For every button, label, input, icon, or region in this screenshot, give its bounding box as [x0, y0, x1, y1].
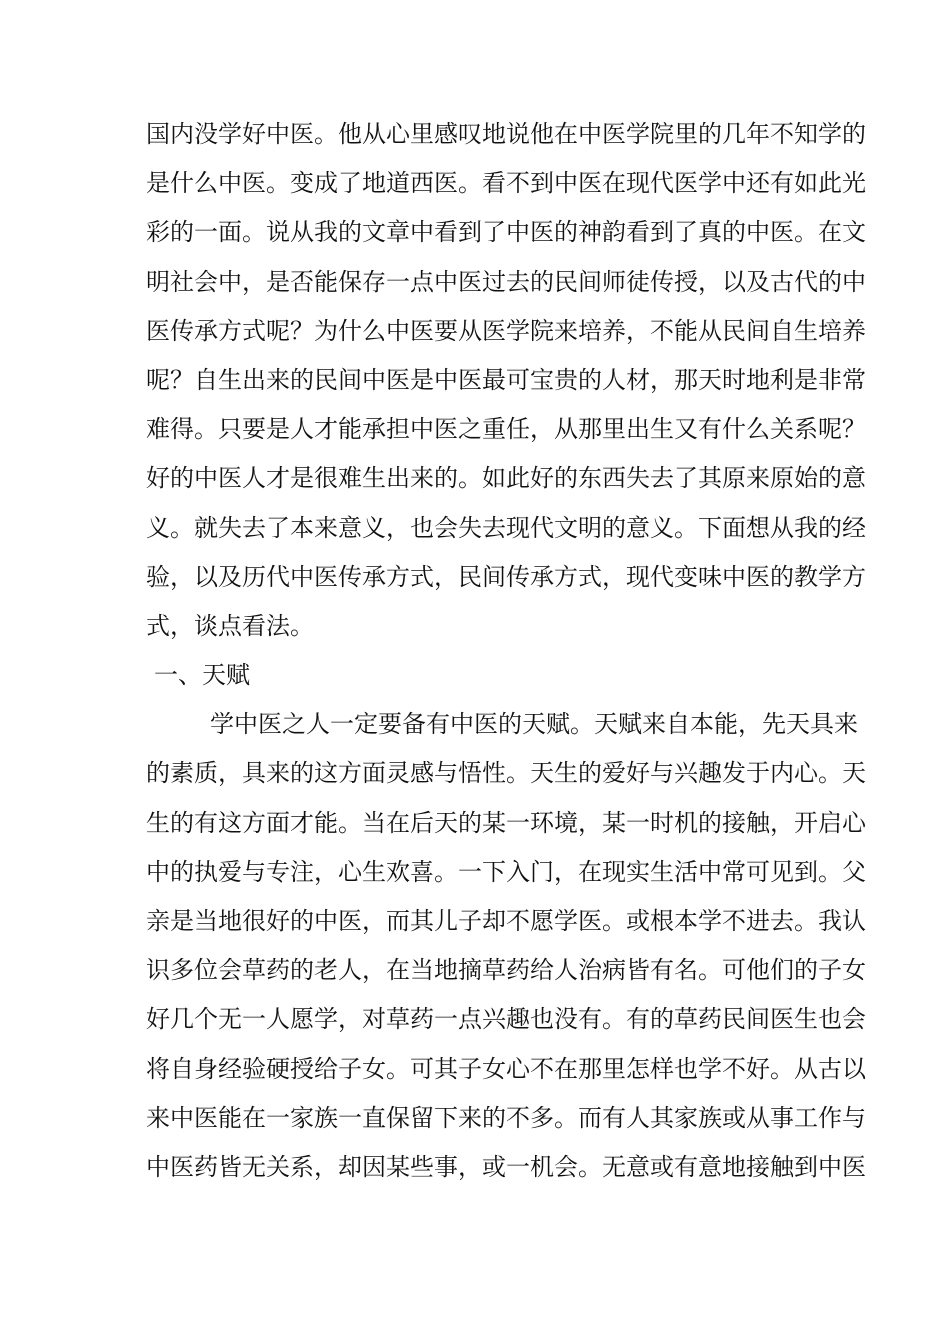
text-line: 识多位会草药的老人，在当地摘草药给人治病皆有名。可他们的子女	[146, 956, 866, 985]
text-line: 学中医之人一定要备有中医的天赋。天赋来自本能，先天具来	[210, 710, 858, 739]
text-line: 是什么中医。变成了地道西医。看不到中医在现代医学中还有如此光	[146, 169, 866, 198]
text-line: 将自身经验硬授给子女。可其子女心不在那里怎样也学不好。从古以	[146, 1054, 866, 1083]
text-line: 亲是当地很好的中医，而其儿子却不愿学医。或根本学不进去。我认	[146, 907, 866, 935]
text-line: 中医药皆无关系，却因某些事，或一机会。无意或有意地接触到中医	[146, 1152, 866, 1181]
text-line: 好几个无一人愿学，对草药一点兴趣也没有。有的草药民间医生也会	[146, 1005, 866, 1034]
text-line: 医传承方式呢？为什么中医要从医学院来培养，不能从民间自生培养	[146, 316, 866, 345]
text-line: 难得。只要是人才能承担中医之重任，从那里出生又有什么关系呢？	[146, 415, 866, 444]
text-line: 来中医能在一家族一直保留下来的不多。而有人其家族或从事工作与	[146, 1103, 866, 1132]
text-line: 验，以及历代中医传承方式，民间传承方式，现代变味中医的教学方	[146, 562, 866, 591]
section-heading: 一、天赋	[154, 661, 250, 690]
text-line: 中的执爱与专注，心生欢喜。一下入门，在现实生活中常可见到。父	[146, 857, 866, 886]
text-line: 生的有这方面才能。当在后天的某一环境，某一时机的接触，开启心	[146, 808, 866, 837]
text-line: 好的中医人才是很难生出来的。如此好的东西失去了其原来原始的意	[146, 464, 866, 493]
text-line: 义。就失去了本来意义，也会失去现代文明的意义。下面想从我的经	[146, 513, 866, 542]
text-line: 式，谈点看法。	[146, 611, 314, 640]
text-line: 彩的一面。说从我的文章中看到了中医的神韵看到了真的中医。在文	[146, 218, 866, 247]
text-line: 明社会中，是否能保存一点中医过去的民间师徒传授，以及古代的中	[146, 267, 866, 296]
text-line: 呢？自生出来的民间中医是中医最可宝贵的人材，那天时地利是非常	[146, 365, 866, 394]
document-body	[146, 110, 866, 1192]
text-line: 国内没学好中医。他从心里感叹地说他在中医学院里的几年不知学的	[146, 120, 866, 148]
text-line: 的素质，具来的这方面灵感与悟性。天生的爱好与兴趣发于内心。天	[146, 759, 866, 788]
